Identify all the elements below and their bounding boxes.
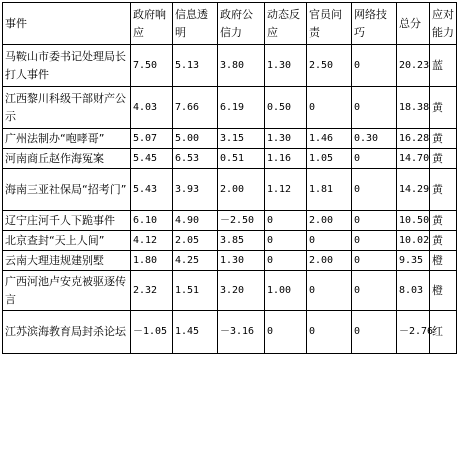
- score-cell: 2.00: [307, 251, 352, 271]
- score-cell: 2.05: [173, 231, 218, 251]
- table-body: [3, 3, 457, 354]
- score-cell: 0: [307, 231, 352, 251]
- total-cell: 14.70: [397, 149, 430, 169]
- ability-cell: 黄: [430, 169, 457, 211]
- score-cell: 0: [307, 87, 352, 129]
- score-cell: 5.43: [131, 169, 173, 211]
- score-cell: 0.50: [265, 87, 307, 129]
- score-cell: 0: [352, 45, 397, 87]
- table-row: [3, 45, 457, 87]
- score-cell: 0.51: [218, 149, 265, 169]
- table-row: [3, 271, 457, 311]
- score-cell: 4.03: [131, 87, 173, 129]
- score-cell: 2.32: [131, 271, 173, 311]
- total-cell: 10.50: [397, 211, 430, 231]
- event-cell: 广西河池卢安克被驱逐传言: [3, 271, 131, 311]
- score-cell: 0: [352, 231, 397, 251]
- ability-cell: 橙: [430, 271, 457, 311]
- event-cell: 河南商丘赵作海冤案: [3, 149, 131, 169]
- score-cell: 0: [265, 311, 307, 354]
- score-cell: 0: [265, 211, 307, 231]
- ability-cell: 黄: [430, 149, 457, 169]
- header-cell: 应对能力: [430, 3, 457, 45]
- score-cell: 5.00: [173, 129, 218, 149]
- score-cell: 1.05: [307, 149, 352, 169]
- header-cell: 事件: [3, 3, 131, 45]
- event-cell: 江苏滨海教育局封杀论坛: [3, 311, 131, 354]
- total-cell: 9.35: [397, 251, 430, 271]
- score-cell: 0: [352, 87, 397, 129]
- score-cell: 0: [307, 311, 352, 354]
- table-row: [3, 251, 457, 271]
- score-cell: 4.12: [131, 231, 173, 251]
- score-cell: 5.13: [173, 45, 218, 87]
- table-row: [3, 211, 457, 231]
- score-cell: 3.15: [218, 129, 265, 149]
- score-cell: 0: [352, 169, 397, 211]
- score-cell: 1.00: [265, 271, 307, 311]
- score-cell: －3.16: [218, 311, 265, 354]
- score-cell: 1.30: [218, 251, 265, 271]
- score-cell: 2.50: [307, 45, 352, 87]
- event-cell: 海南三亚社保局“招考门”: [3, 169, 131, 211]
- score-cell: 4.90: [173, 211, 218, 231]
- score-cell: 3.80: [218, 45, 265, 87]
- table-row: [3, 169, 457, 211]
- score-cell: 1.80: [131, 251, 173, 271]
- score-cell: 1.12: [265, 169, 307, 211]
- event-cell: 北京查封“天上人间”: [3, 231, 131, 251]
- total-cell: 16.28: [397, 129, 430, 149]
- score-cell: 0: [307, 271, 352, 311]
- table-row: [3, 149, 457, 169]
- score-cell: 2.00: [218, 169, 265, 211]
- total-cell: －2.76: [397, 311, 430, 354]
- score-cell: 1.30: [265, 129, 307, 149]
- ability-cell: 黄: [430, 129, 457, 149]
- table-row: [3, 87, 457, 129]
- score-cell: 7.66: [173, 87, 218, 129]
- score-cell: 3.20: [218, 271, 265, 311]
- event-cell: 云南大理违规建别墅: [3, 251, 131, 271]
- table-row: [3, 231, 457, 251]
- score-cell: 0: [265, 231, 307, 251]
- score-cell: 1.45: [173, 311, 218, 354]
- score-cell: 0.30: [352, 129, 397, 149]
- score-cell: 1.30: [265, 45, 307, 87]
- score-cell: 7.50: [131, 45, 173, 87]
- ability-cell: 黄: [430, 231, 457, 251]
- table-row: [3, 129, 457, 149]
- evaluation-table: [2, 2, 457, 354]
- score-cell: 0: [352, 211, 397, 231]
- total-cell: 8.03: [397, 271, 430, 311]
- header-row: [3, 3, 457, 45]
- score-cell: 6.19: [218, 87, 265, 129]
- score-cell: －2.50: [218, 211, 265, 231]
- score-cell: 0: [265, 251, 307, 271]
- score-cell: 6.10: [131, 211, 173, 231]
- event-cell: 辽宁庄河千人下跪事件: [3, 211, 131, 231]
- score-cell: 0: [352, 311, 397, 354]
- header-cell: 总分: [397, 3, 430, 45]
- ability-cell: 黄: [430, 87, 457, 129]
- score-cell: 3.93: [173, 169, 218, 211]
- score-cell: －1.05: [131, 311, 173, 354]
- event-cell: 马鞍山市委书记处理局长打人事件: [3, 45, 131, 87]
- score-cell: 3.85: [218, 231, 265, 251]
- score-cell: 5.07: [131, 129, 173, 149]
- ability-cell: 红: [430, 311, 457, 354]
- ability-cell: 黄: [430, 211, 457, 231]
- header-cell: 官员问责: [307, 3, 352, 45]
- header-cell: 政府响应: [131, 3, 173, 45]
- header-cell: 动态反应: [265, 3, 307, 45]
- header-cell: 政府公信力: [218, 3, 265, 45]
- score-cell: 5.45: [131, 149, 173, 169]
- score-cell: 1.81: [307, 169, 352, 211]
- score-cell: 0: [352, 251, 397, 271]
- score-cell: 1.16: [265, 149, 307, 169]
- total-cell: 20.23: [397, 45, 430, 87]
- score-cell: 2.00: [307, 211, 352, 231]
- total-cell: 10.02: [397, 231, 430, 251]
- header-cell: 网络技巧: [352, 3, 397, 45]
- score-cell: 0: [352, 271, 397, 311]
- score-cell: 6.53: [173, 149, 218, 169]
- score-cell: 1.46: [307, 129, 352, 149]
- header-cell: 信息透明: [173, 3, 218, 45]
- total-cell: 14.29: [397, 169, 430, 211]
- event-cell: 江西黎川科级干部财产公示: [3, 87, 131, 129]
- score-cell: 0: [352, 149, 397, 169]
- ability-cell: 橙: [430, 251, 457, 271]
- ability-cell: 蓝: [430, 45, 457, 87]
- total-cell: 18.38: [397, 87, 430, 129]
- score-cell: 4.25: [173, 251, 218, 271]
- event-cell: 广州法制办“咆哮哥”: [3, 129, 131, 149]
- score-cell: 1.51: [173, 271, 218, 311]
- table-row: [3, 311, 457, 354]
